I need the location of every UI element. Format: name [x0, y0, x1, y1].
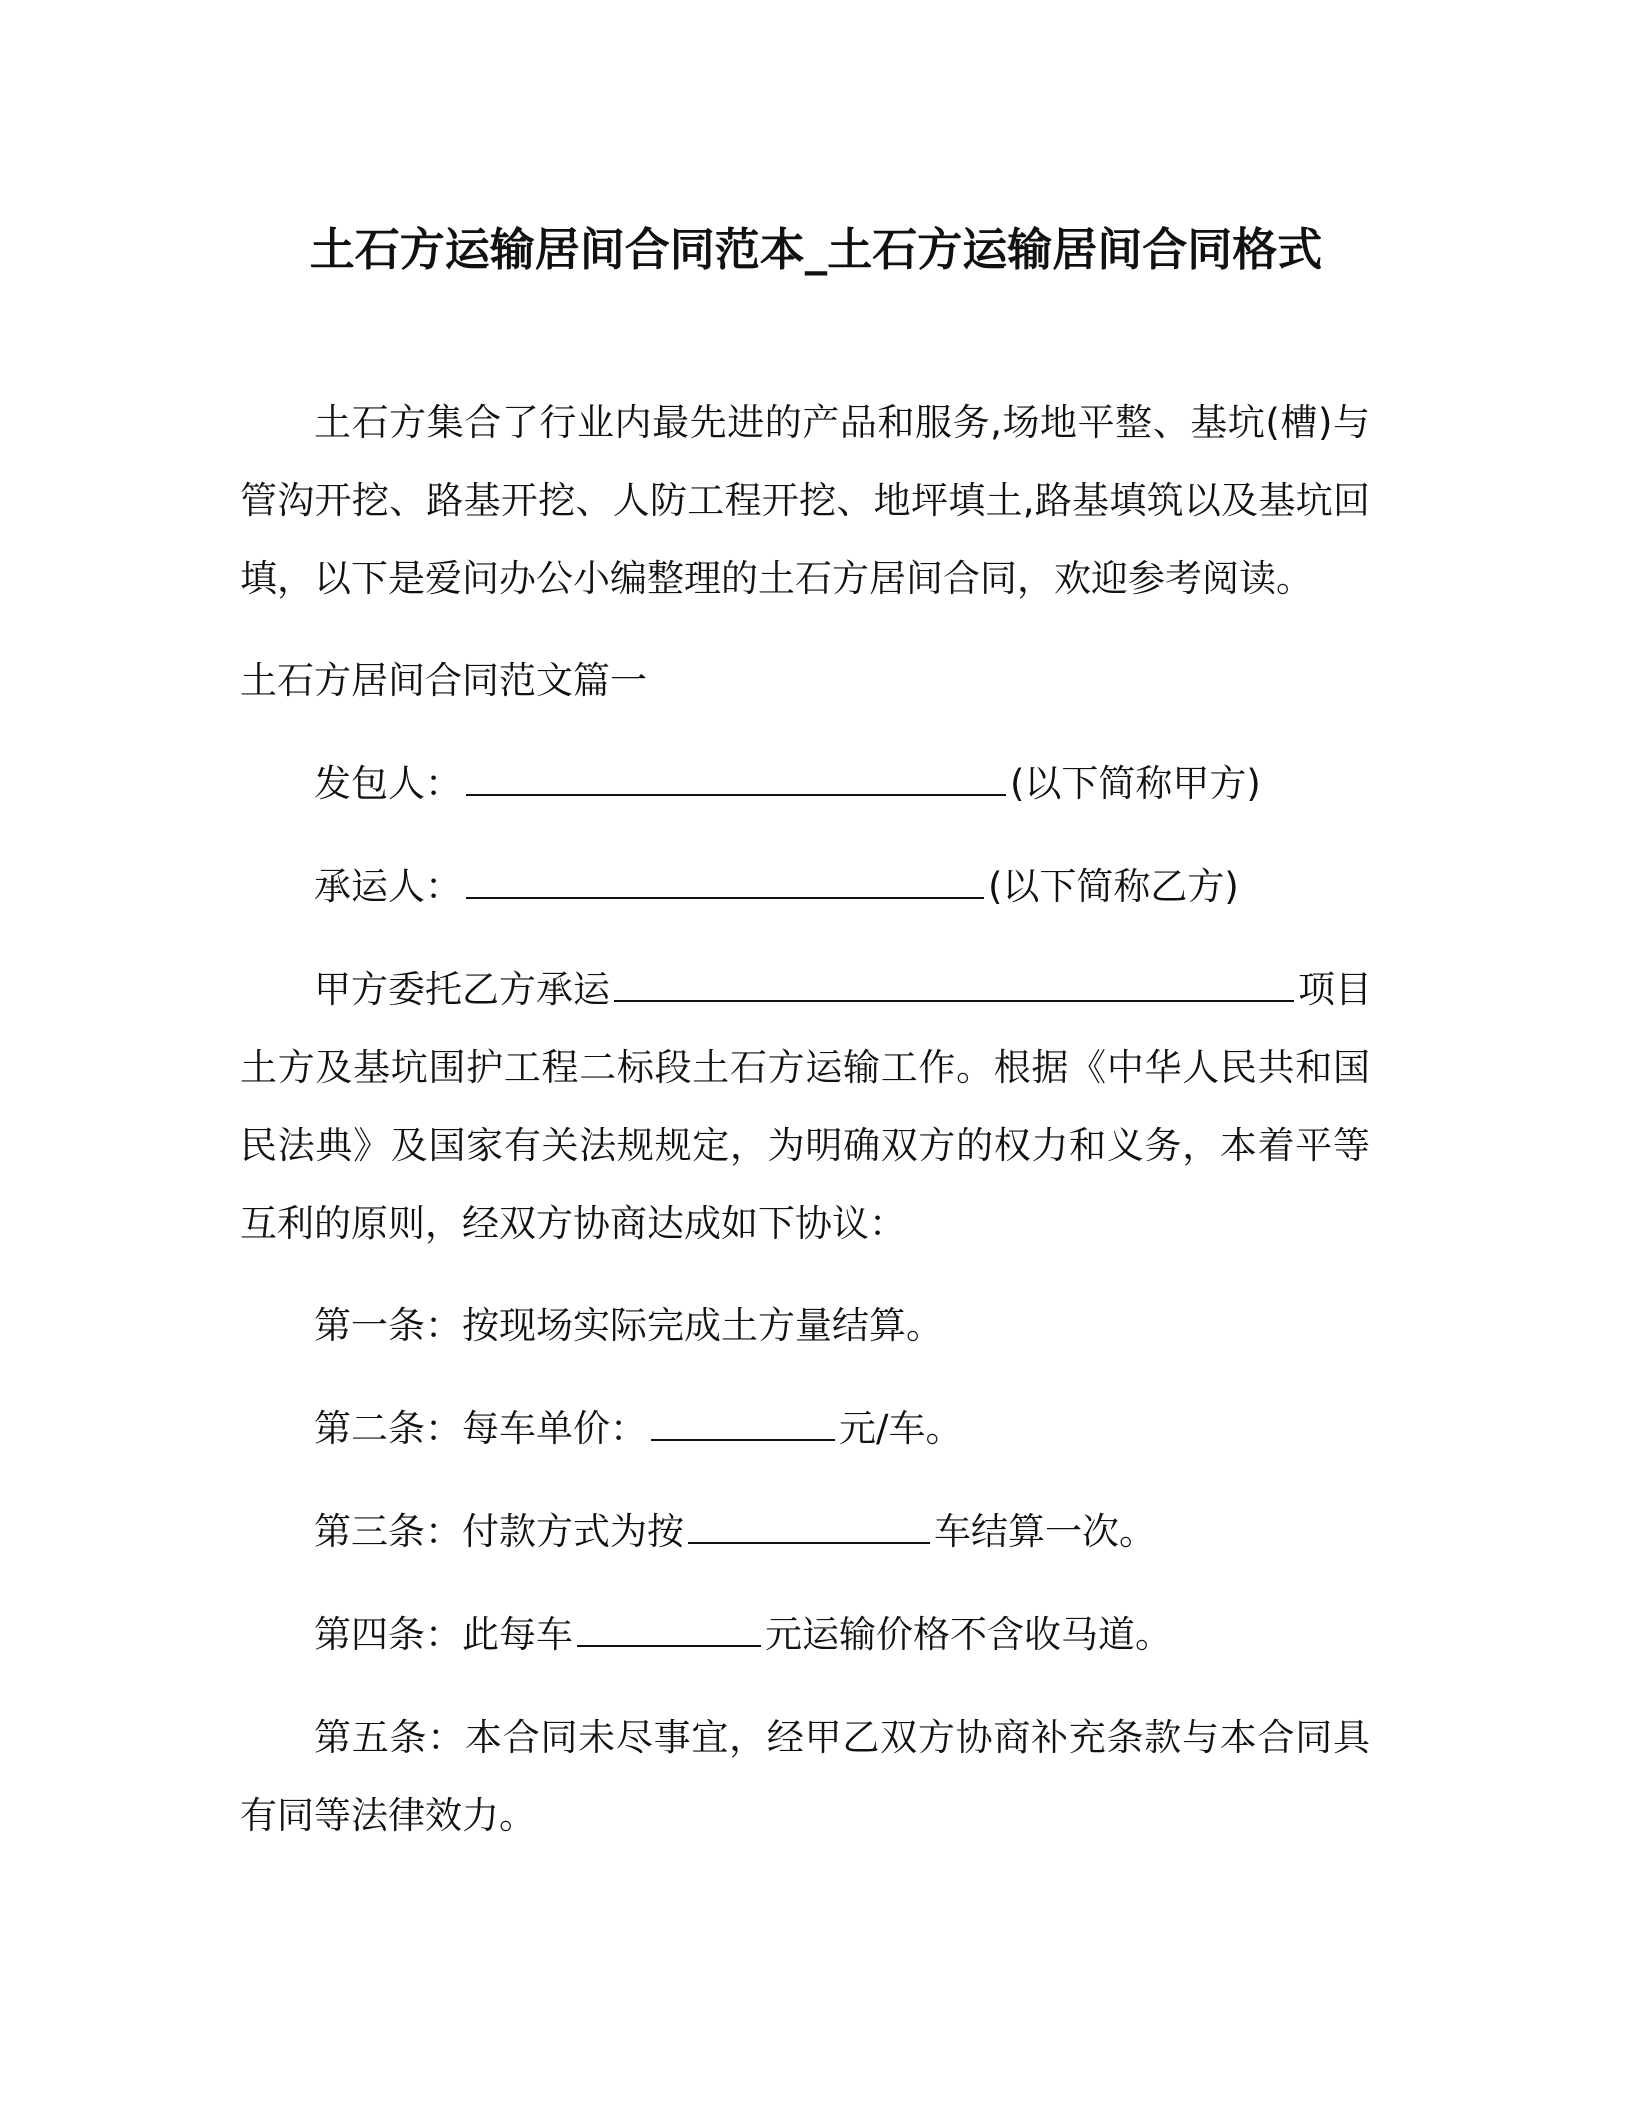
article-3-suffix: 车结算一次。: [934, 1510, 1156, 1553]
party-a-block: [240, 745, 1370, 823]
article-1-block: [240, 1287, 1370, 1365]
party-b-block: [240, 848, 1370, 926]
article-4-block: [240, 1596, 1370, 1674]
party-b-suffix: (以下简称乙方): [988, 865, 1239, 908]
party-b-line: [240, 848, 1370, 926]
party-a-line: [240, 745, 1370, 823]
article-3-prefix: 第三条：付款方式为按: [314, 1510, 684, 1553]
party-b-blank[interactable]: [466, 864, 984, 899]
commission-first-line: [240, 951, 1370, 1029]
party-b-label: 承运人：: [314, 865, 462, 908]
commission-prefix: 甲方委托乙方承运: [314, 968, 610, 1011]
intro-paragraph: 土石方集合了行业内最先进的产品和服务,场地平整、基坑(槽)与管沟开挖、路基开挖、人防工程开挖、地坪填土,路基填筑以及基坑回填，以下是爱问办公小编整理的土石方居间合同，欢迎参考阅读。: [240, 401, 1370, 600]
article-2: [240, 1390, 1370, 1468]
article-3: [240, 1493, 1370, 1571]
project-name-blank[interactable]: [614, 967, 1294, 1002]
section-block: [240, 642, 1370, 720]
party-a-suffix: (以下简称甲方): [1010, 762, 1261, 805]
commission-body: 土方及基坑围护工程二标段土石方运输工作。根据《中华人民共和国民法典》及国家有关法规规定，为明确双方的权力和义务，本着平等互利的原则，经双方协商达成如下协议：: [240, 1046, 1370, 1245]
transport-price-blank[interactable]: [577, 1612, 761, 1647]
settlement-count-blank[interactable]: [688, 1509, 930, 1544]
unit-price-blank[interactable]: [651, 1406, 835, 1441]
article-2-suffix: 元/车。: [839, 1407, 963, 1450]
section-heading: 土石方居间合同范文篇一: [240, 659, 647, 702]
article-2-block: [240, 1390, 1370, 1468]
article-4-prefix: 第四条：此每车: [314, 1613, 573, 1656]
article-4: [240, 1596, 1370, 1674]
article-5: 第五条：本合同未尽事宜，经甲乙双方协商补充条款与本合同具有同等法律效力。: [240, 1716, 1370, 1837]
commission-suffix: 项目: [1298, 968, 1372, 1011]
party-a-label: 发包人：: [314, 762, 462, 805]
intro-block: [240, 384, 1370, 618]
article-3-block: [240, 1493, 1370, 1571]
article-1: 第一条：按现场实际完成土方量结算。: [314, 1304, 943, 1347]
article-2-prefix: 第二条：每车单价：: [314, 1407, 647, 1450]
document-title: 土石方运输居间合同范本_土石方运输居间合同格式: [309, 223, 1323, 276]
party-a-blank[interactable]: [466, 761, 1006, 796]
article-4-suffix: 元运输价格不含收马道。: [765, 1613, 1172, 1656]
commission-block: [240, 951, 1370, 1263]
article-5-block: [240, 1699, 1370, 1855]
